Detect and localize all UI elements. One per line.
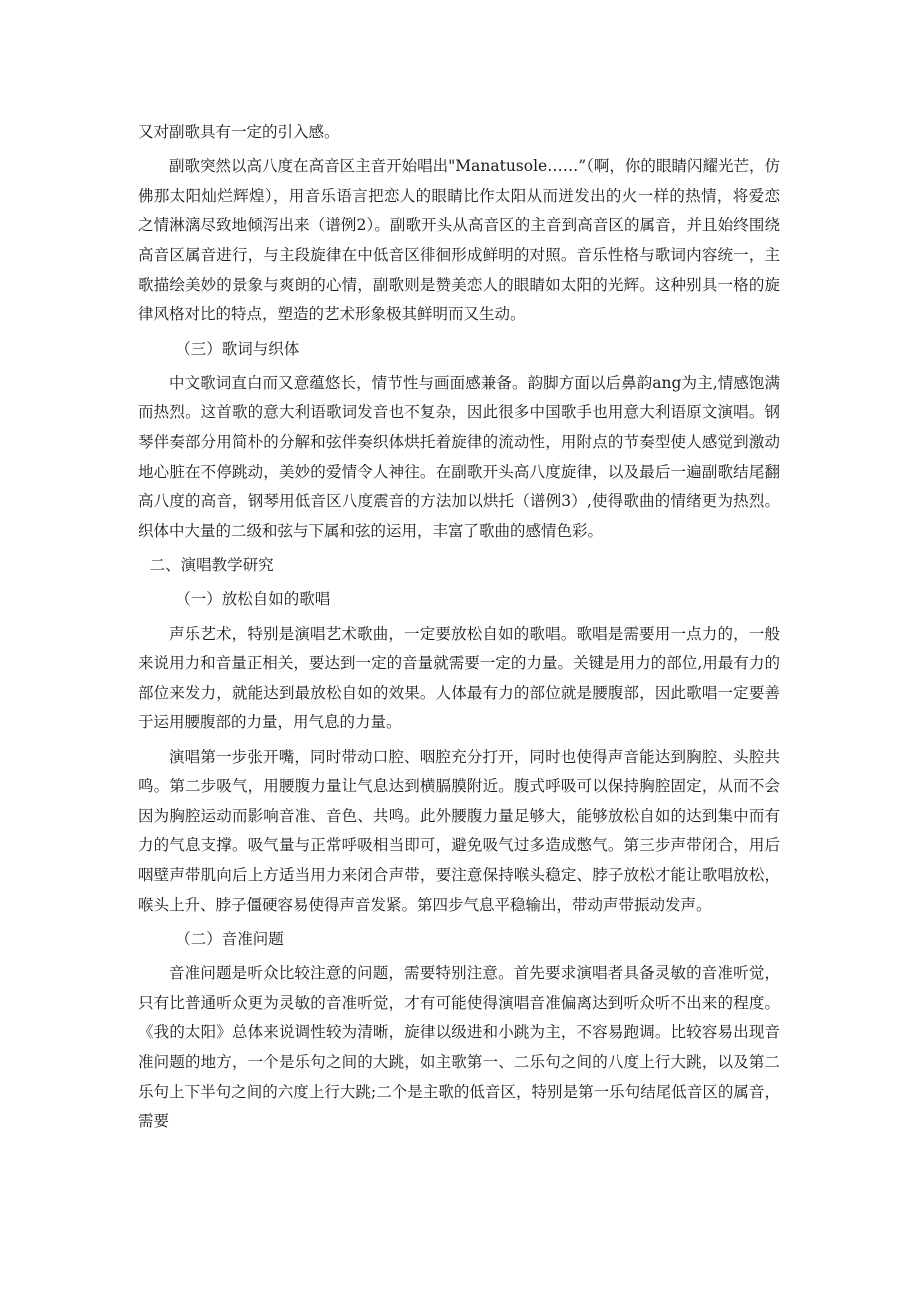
subheading-intonation: （二）音准问题 xyxy=(175,929,284,948)
paragraph-lyrics-texture: 中文歌词直白而又意蕴悠长，情节性与画面感兼备。韵脚方面以后鼻韵ang为主,情感饱满而热烈。这首歌的意大利语歌词发音也不复杂，因此很多中国歌手也用意大利语原文演唱。钢琴伴奏部分用简朴的分解和弦伴奏织体烘托着旋律的流动性，用附点的节奏型使人感觉到激动地心脏在不停跳动，美妙的爱情令人神往。在副歌开头高八度旋律，以及最后一遍副歌结尾翻高八度的高音，钢琴用低音区八度震音的方法加以烘托（谱例3）,使得歌曲的情绪更为热烈。织体中大量的二级和弦与下属和弦的运用，丰富了歌曲的感情色彩。 xyxy=(138,373,780,540)
paragraph-relaxed-singing: 声乐艺术，特别是演唱艺术歌曲，一定要放松自如的歌唱。歌唱是需要用一点力的，一般来说用力和音量正相关，要达到一定的音量就需要一定的力量。关键是用力的部位,用最有力的部位来发力，就能达到最放松自如的效果。人体最有力的部位就是腰腹部，因此歌唱一定要善于运用腰腹部的力量，用气息的力量。 xyxy=(138,624,780,732)
section-heading-singing-teaching: 二、演唱教学研究 xyxy=(149,556,274,575)
paragraph-continuation: 又对副歌具有一定的引入感。 xyxy=(138,123,340,141)
document-body xyxy=(138,118,780,1141)
subheading-relaxed-singing: （一）放松自如的歌唱 xyxy=(175,590,331,609)
subheading-lyrics-texture: （三）歌词与织体 xyxy=(175,339,300,358)
paragraph-intonation: 音准问题是听众比较注意的问题，需要特别注意。首先要求演唱者具备灵敏的音准听觉，只有比普通听众更为灵敏的音准听觉，才有可能使得演唱音准偏离达到听众听不出来的程度。《我的太阳》总体来说调性较为清晰，旋律以级进和小跳为主，不容易跑调。比较容易出现音准问题的地方，一个是乐句之间的大跳，如主歌第一、二乐句之间的八度上行大跳，以及第二乐句上下半句之间的六度上行大跳;二个是主歌的低音区，特别是第一乐句结尾低音区的属音，需要 xyxy=(138,964,780,1131)
paragraph-singing-steps: 演唱第一步张开嘴，同时带动口腔、咽腔充分打开，同时也使得声音能达到胸腔、头腔共鸣。第二步吸气，用腰腹力量让气息达到横膈膜附近。腹式呼吸可以保持胸腔固定，从而不会因为胸腔运动而影响音准、音色、共鸣。此外腰腹力量足够大，能够放松自如的达到集中而有力的气息支撑。吸气量与正常呼吸相当即可，避免吸气过多造成憋气。第三步声带闭合，用后咽壁声带肌向后上方适当用力来闭合声带，要注意保持喉头稳定、脖子放松才能让歌唱放松，喉头上升、脖子僵硬容易使得声音发紧。第四步气息平稳输出，带动声带振动发声。 xyxy=(138,747,780,914)
paragraph-chorus-analysis: 副歌突然以高八度在高音区主音开始唱出"Manatusole……”（啊，你的眼睛闪耀光芒，仿佛那太阳灿烂辉煌），用音乐语言把恋人的眼睛比作太阳从而迸发出的火一样的热情，将爱恋之情淋漓尽致地倾泻出来（谱例2）。副歌开头从高音区的主音到高音区的属音，并且始终围绕高音区属音进行，与主段旋律在中低音区徘徊形成鲜明的对照。音乐性格与歌词内容统一，主歌描绘美妙的景象与爽朗的心情，副歌则是赞美恋人的眼睛如太阳的光辉。这种别具一格的旋律风格对比的特点，塑造的艺术形象极其鲜明而又生动。 xyxy=(138,157,780,324)
